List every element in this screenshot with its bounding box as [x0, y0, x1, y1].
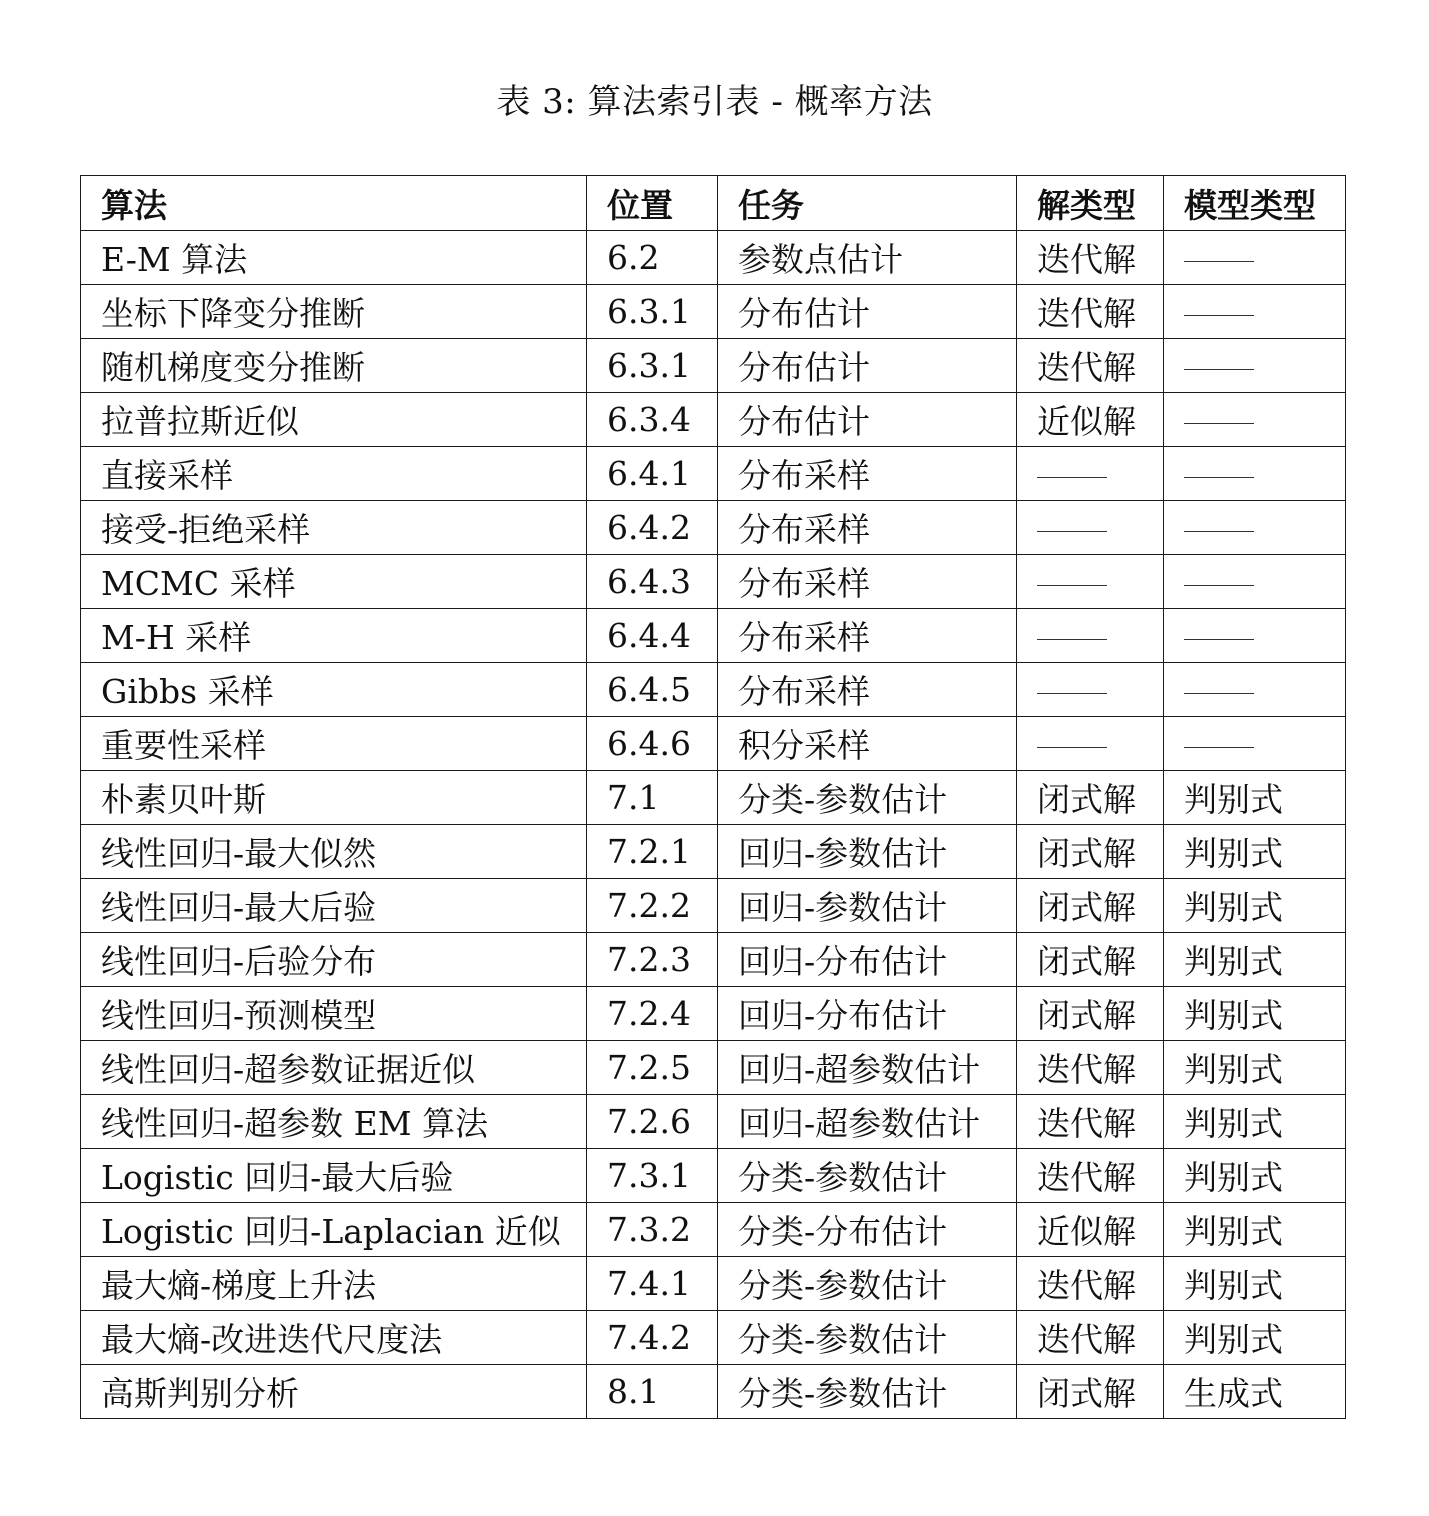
solution-type-cell: 迭代解: [1017, 231, 1164, 285]
position-cell: 7.2.2: [587, 879, 718, 933]
model-type-cell: 判别式: [1164, 1149, 1346, 1203]
task-cell: 分布估计: [718, 339, 1017, 393]
solution-type-cell: 近似解: [1017, 1203, 1164, 1257]
algorithm-cell: 线性回归-超参数证据近似: [81, 1041, 587, 1095]
algorithm-cell: Logistic 回归-最大后验: [81, 1149, 587, 1203]
task-cell: 分布采样: [718, 609, 1017, 663]
model-type-cell: [1164, 555, 1346, 609]
position-cell: 6.4.4: [587, 609, 718, 663]
position-cell: 8.1: [587, 1365, 718, 1419]
algorithm-cell: 坐标下降变分推断: [81, 285, 587, 339]
empty-dash: [1184, 693, 1254, 694]
model-type-cell: 判别式: [1164, 771, 1346, 825]
task-cell: 分布采样: [718, 555, 1017, 609]
model-type-cell: 判别式: [1164, 1311, 1346, 1365]
solution-type-cell: [1017, 717, 1164, 771]
algorithm-cell: 朴素贝叶斯: [81, 771, 587, 825]
task-cell: 分布估计: [718, 393, 1017, 447]
position-cell: 7.2.5: [587, 1041, 718, 1095]
model-type-cell: [1164, 447, 1346, 501]
solution-type-cell: 迭代解: [1017, 1041, 1164, 1095]
empty-dash: [1037, 693, 1107, 694]
table-body: [81, 231, 1346, 1419]
empty-dash: [1184, 315, 1254, 316]
table-row: [81, 447, 1346, 501]
task-cell: 分布采样: [718, 447, 1017, 501]
task-cell: 分类-参数估计: [718, 771, 1017, 825]
table-row: [81, 555, 1346, 609]
algorithm-cell: MCMC 采样: [81, 555, 587, 609]
table-row: [81, 987, 1346, 1041]
position-cell: 6.2: [587, 231, 718, 285]
model-type-cell: 判别式: [1164, 1203, 1346, 1257]
model-type-cell: 判别式: [1164, 1095, 1346, 1149]
solution-type-cell: 迭代解: [1017, 1311, 1164, 1365]
position-cell: 6.4.3: [587, 555, 718, 609]
solution-type-cell: [1017, 555, 1164, 609]
table-row: [81, 1149, 1346, 1203]
model-type-cell: [1164, 663, 1346, 717]
model-type-cell: 判别式: [1164, 1041, 1346, 1095]
model-type-cell: 生成式: [1164, 1365, 1346, 1419]
table-row: [81, 339, 1346, 393]
table-row: [81, 717, 1346, 771]
solution-type-cell: [1017, 663, 1164, 717]
task-cell: 积分采样: [718, 717, 1017, 771]
solution-type-cell: 闭式解: [1017, 879, 1164, 933]
model-type-cell: 判别式: [1164, 933, 1346, 987]
task-cell: 参数点估计: [718, 231, 1017, 285]
table-row: [81, 285, 1346, 339]
position-cell: 6.4.1: [587, 447, 718, 501]
table-row: [81, 1365, 1346, 1419]
table-row: [81, 393, 1346, 447]
empty-dash: [1037, 585, 1107, 586]
model-type-cell: [1164, 393, 1346, 447]
solution-type-cell: 迭代解: [1017, 1257, 1164, 1311]
model-type-cell: [1164, 717, 1346, 771]
algorithm-cell: 重要性采样: [81, 717, 587, 771]
solution-type-cell: 闭式解: [1017, 933, 1164, 987]
task-cell: 分类-参数估计: [718, 1149, 1017, 1203]
task-cell: 回归-超参数估计: [718, 1095, 1017, 1149]
header-row: [81, 176, 1346, 231]
table-row: [81, 1311, 1346, 1365]
position-cell: 7.1: [587, 771, 718, 825]
solution-type-cell: [1017, 501, 1164, 555]
algorithm-index-table: [80, 175, 1346, 1419]
solution-type-cell: 迭代解: [1017, 285, 1164, 339]
task-cell: 分布采样: [718, 663, 1017, 717]
solution-type-cell: 闭式解: [1017, 987, 1164, 1041]
algorithm-cell: Logistic 回归-Laplacian 近似: [81, 1203, 587, 1257]
algorithm-cell: 高斯判别分析: [81, 1365, 587, 1419]
task-cell: 回归-超参数估计: [718, 1041, 1017, 1095]
model-type-cell: 判别式: [1164, 987, 1346, 1041]
solution-type-cell: [1017, 609, 1164, 663]
position-cell: 7.4.2: [587, 1311, 718, 1365]
solution-type-cell: 闭式解: [1017, 825, 1164, 879]
algorithm-cell: M-H 采样: [81, 609, 587, 663]
task-cell: 回归-参数估计: [718, 825, 1017, 879]
task-cell: 分布采样: [718, 501, 1017, 555]
solution-type-cell: [1017, 447, 1164, 501]
algorithm-cell: 线性回归-后验分布: [81, 933, 587, 987]
position-cell: 7.2.4: [587, 987, 718, 1041]
empty-dash: [1184, 585, 1254, 586]
task-cell: 回归-参数估计: [718, 879, 1017, 933]
position-cell: 6.3.1: [587, 285, 718, 339]
task-cell: 分类-参数估计: [718, 1365, 1017, 1419]
algorithm-cell: 线性回归-超参数 EM 算法: [81, 1095, 587, 1149]
empty-dash: [1037, 747, 1107, 748]
empty-dash: [1037, 639, 1107, 640]
algorithm-cell: 线性回归-预测模型: [81, 987, 587, 1041]
model-type-cell: [1164, 285, 1346, 339]
position-cell: 7.2.1: [587, 825, 718, 879]
position-cell: 7.2.3: [587, 933, 718, 987]
model-type-cell: [1164, 501, 1346, 555]
solution-type-cell: 闭式解: [1017, 771, 1164, 825]
table-row: [81, 231, 1346, 285]
model-type-cell: [1164, 339, 1346, 393]
algorithm-cell: 最大熵-改进迭代尺度法: [81, 1311, 587, 1365]
position-cell: 7.2.6: [587, 1095, 718, 1149]
table-row: [81, 879, 1346, 933]
table-row: [81, 771, 1346, 825]
solution-type-cell: 迭代解: [1017, 1149, 1164, 1203]
model-type-cell: 判别式: [1164, 825, 1346, 879]
empty-dash: [1037, 531, 1107, 532]
empty-dash: [1184, 639, 1254, 640]
algorithm-cell: 直接采样: [81, 447, 587, 501]
algorithm-cell: 线性回归-最大似然: [81, 825, 587, 879]
table-row: [81, 933, 1346, 987]
header-position: 位置: [587, 176, 718, 231]
model-type-cell: [1164, 609, 1346, 663]
position-cell: 7.3.1: [587, 1149, 718, 1203]
task-cell: 分布估计: [718, 285, 1017, 339]
task-cell: 回归-分布估计: [718, 933, 1017, 987]
algorithm-cell: E-M 算法: [81, 231, 587, 285]
task-cell: 回归-分布估计: [718, 987, 1017, 1041]
table-row: [81, 825, 1346, 879]
table-row: [81, 1095, 1346, 1149]
algorithm-cell: 线性回归-最大后验: [81, 879, 587, 933]
task-cell: 分类-参数估计: [718, 1257, 1017, 1311]
position-cell: 6.3.1: [587, 339, 718, 393]
algorithm-cell: 拉普拉斯近似: [81, 393, 587, 447]
table-row: [81, 609, 1346, 663]
position-cell: 6.4.5: [587, 663, 718, 717]
table-caption: 表 3: 算法索引表 - 概率方法: [496, 82, 933, 122]
empty-dash: [1184, 369, 1254, 370]
empty-dash: [1184, 477, 1254, 478]
table-row: [81, 663, 1346, 717]
empty-dash: [1184, 261, 1254, 262]
task-cell: 分类-分布估计: [718, 1203, 1017, 1257]
empty-dash: [1037, 477, 1107, 478]
table-row: [81, 1203, 1346, 1257]
position-cell: 7.4.1: [587, 1257, 718, 1311]
table-row: [81, 1257, 1346, 1311]
table-row: [81, 501, 1346, 555]
position-cell: 7.3.2: [587, 1203, 718, 1257]
task-cell: 分类-参数估计: [718, 1311, 1017, 1365]
solution-type-cell: 迭代解: [1017, 1095, 1164, 1149]
algorithm-cell: 最大熵-梯度上升法: [81, 1257, 587, 1311]
algorithm-cell: 随机梯度变分推断: [81, 339, 587, 393]
position-cell: 6.4.2: [587, 501, 718, 555]
algorithm-cell: 接受-拒绝采样: [81, 501, 587, 555]
model-type-cell: [1164, 231, 1346, 285]
solution-type-cell: 近似解: [1017, 393, 1164, 447]
header-solution-type: 解类型: [1017, 176, 1164, 231]
position-cell: 6.4.6: [587, 717, 718, 771]
header-algorithm: 算法: [81, 176, 587, 231]
model-type-cell: 判别式: [1164, 879, 1346, 933]
empty-dash: [1184, 423, 1254, 424]
header-model-type: 模型类型: [1164, 176, 1346, 231]
empty-dash: [1184, 531, 1254, 532]
algorithm-cell: Gibbs 采样: [81, 663, 587, 717]
model-type-cell: 判别式: [1164, 1257, 1346, 1311]
solution-type-cell: 迭代解: [1017, 339, 1164, 393]
position-cell: 6.3.4: [587, 393, 718, 447]
header-task: 任务: [718, 176, 1017, 231]
solution-type-cell: 闭式解: [1017, 1365, 1164, 1419]
table-row: [81, 1041, 1346, 1095]
empty-dash: [1184, 747, 1254, 748]
